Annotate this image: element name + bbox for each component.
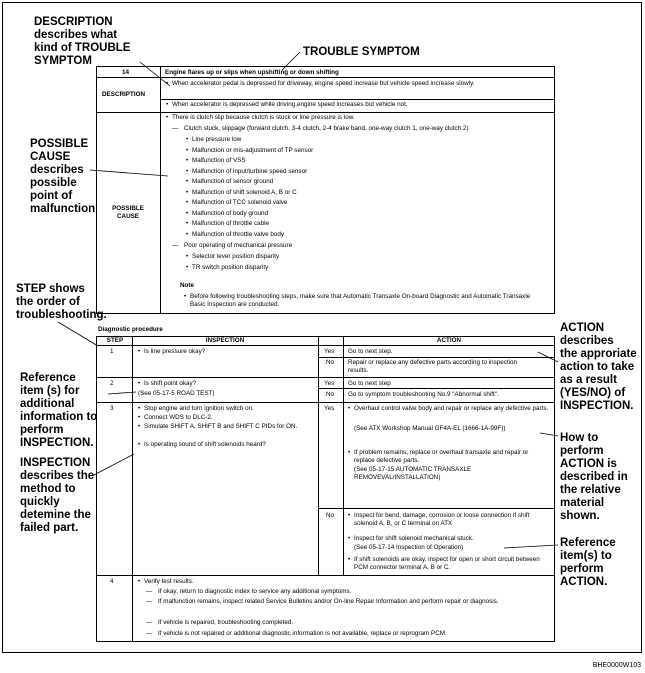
bullet: • — [186, 199, 189, 206]
callout-step: STEP shows the order of troubleshooting. — [16, 283, 107, 321]
callout-how-to-perform: How to perform ACTION is described in the relative material shown. — [560, 432, 628, 522]
cause-intro: There is clutch slip because clutch is stuck or line pressure is low. — [172, 114, 355, 121]
diagnostic-title: Diagnostic procedure — [98, 326, 163, 333]
callout-inspection: INSPECTION describes the method to quickly detemine the failed part. — [20, 457, 95, 534]
step2-yes-action: Go to next step — [348, 380, 391, 387]
symptom-title: Engine flares up or slips when upshifting or down shifting — [165, 69, 339, 76]
step3-inspection: Stop engine and turn ignition switch on. — [144, 405, 254, 412]
step1-no-action: Repair or replace any defective parts according to inspection results. — [348, 359, 518, 374]
step-number: 3 — [110, 405, 114, 412]
step1-yes-action: Go to next step. — [348, 348, 393, 355]
callout-reference-action: Reference item(s) to perform ACTION. — [560, 537, 616, 588]
cause-item: TR switch position disparity — [192, 264, 269, 271]
yes-label: Yes — [324, 348, 335, 355]
note-label: Note — [180, 282, 194, 289]
cause-item: Malfunction of throttle cable — [192, 220, 270, 227]
step3-yes-action: Overhaul control valve body and repair or replace any defective parts. — [354, 405, 549, 412]
step3-no-action: If shift solenoids are okay, inspect for open or short circuit between PCM connector terminal A, B or C. — [354, 556, 540, 571]
step4-item: If malfunction remains, inspect related Service Bulletins and/or On-line Repair Information and perform repair or diagnosis. — [158, 598, 499, 605]
step4-item: If vehicle is repaired, troubleshooting completed. — [158, 619, 294, 626]
step3-no-action: Inspect for shift solenoid mechanical stuck. — [354, 535, 474, 542]
cause-item: Malfunction of shift solenoid A, B or C — [192, 188, 297, 196]
bullet: • — [186, 146, 189, 154]
cause-group-clutch: Clutch stuck, slippage (forward clutch, 3-4 clutch, 2-4 brake band, one-way clutch 1, one-way clutch 2) — [184, 125, 469, 132]
bullet: • — [186, 136, 189, 143]
cause-item: Malfunction of TCC solenoid valve — [192, 199, 288, 206]
cause-item: Line pressure low — [192, 136, 242, 143]
no-label: No — [326, 512, 335, 519]
symptom-number: 14 — [122, 69, 130, 76]
bullet: • — [186, 188, 189, 196]
bullet: • — [186, 167, 189, 175]
step3-no-action: Inspect for bend, damage, corrosion or loose connection if shift solenoid A, B, or C terminal on ATX — [354, 512, 530, 527]
step3-yes-reference: (See ATX Workshop Manual GF4A-EL (1666-1A-99F)) — [354, 425, 506, 432]
bullet: • — [186, 220, 189, 227]
cause-item: Malfunction of throttle valve body — [192, 230, 285, 238]
step4-item: If okay, return to diagnostic index to service any additional symptoms. — [158, 588, 352, 595]
bullet: • — [186, 209, 189, 217]
step1-inspection: Is line pressure okay? — [144, 348, 206, 355]
header-step: STEP — [106, 337, 124, 344]
cause-item: Selector lever position disparity — [192, 253, 280, 260]
no-label: No — [326, 391, 335, 398]
step2-inspection: Is shift point okay? — [144, 380, 197, 387]
step3-yes-action: If problem remains, replace or overhaul transaxle and repair or replace defective parts. — [354, 449, 529, 464]
description-label: DESCRIPTION — [102, 91, 146, 98]
step-number: 2 — [110, 380, 114, 387]
cause-item: Malfunction of sensor ground — [192, 178, 274, 185]
step4-inspection: Verify test results. — [144, 578, 194, 585]
step-number: 1 — [110, 348, 114, 355]
cause-item: Malfunction of body ground — [192, 209, 268, 217]
cause-group-mechanical: Poor operating of mechanical pressure — [184, 242, 293, 249]
yes-label: Yes — [324, 380, 335, 387]
cause-item: Malfunction of VSS — [192, 157, 246, 164]
callout-trouble-symptom: TROUBLE SYMPTOM — [303, 46, 420, 58]
callout-action: ACTION describes the approriate action to take as a result (YES/NO) of INSPECTION. — [560, 322, 637, 412]
callout-possible-cause: POSSIBLE CAUSE describes possible point of malfunction — [30, 138, 96, 215]
cause-item: Malfunction or mis-adjustment of TP sensor — [192, 146, 314, 154]
step3-inspection: Is operating sound of shift solenoids heard? — [144, 441, 266, 448]
step-number: 4 — [110, 578, 114, 585]
step2-reference: (See 05-17-5 ROAD TEST) — [138, 390, 215, 397]
cause-item: Malfunction of input/turbine speed sensor — [192, 167, 308, 175]
bullet: • — [186, 230, 189, 238]
header-inspection: INSPECTION — [205, 337, 245, 344]
description-item: When accelerator pedal is depressed for driveway, engine speed increase but vehicle speed increase slowly. — [172, 80, 475, 87]
note-text: Before following troubleshooting steps, make sure that Automatic Transaxle On-board Diagnostic and Automatic Transaxle Basic Inspection are conducted. — [190, 293, 531, 308]
figure-code: BHE0000W103 — [592, 662, 641, 669]
bullet: • — [186, 157, 189, 164]
no-label: No — [326, 359, 335, 366]
step3-inspection: Connect WDS to DLC-2. — [144, 414, 213, 421]
callout-reference-item: Reference item (s) for additional information to perform INSPECTION. — [20, 372, 98, 449]
bullet: • — [186, 178, 189, 185]
step3-yes-reference: (See 05-17-15 AUTOMATIC TRANSAXLE REMOVEVAL/INSTALLATION) — [354, 466, 472, 481]
cause-label: POSSIBLE CAUSE — [112, 205, 144, 220]
description-item: When accelerator is depressed while driving,engine speed increases but vehicle not. — [172, 101, 408, 108]
yes-label: Yes — [324, 405, 335, 412]
header-action: ACTION — [436, 337, 462, 344]
step2-no-action: Go to symptom troubleshooting No.9 "Abnormal shift". — [348, 391, 499, 398]
step3-no-reference: (See 05-17-14 Inspection of Operation) — [354, 544, 464, 551]
step3-inspection: Simulate SHIFT A, SHIFT B and SHIFT C PIDs for ON. — [144, 423, 298, 430]
callout-description: DESCRIPTION describes what kind of TROUBLE SYMPTOM — [34, 16, 131, 67]
step4-item: If vehicle is not repaired or additional diagnostic information is not available, replace or reprogram PCM. — [158, 630, 447, 637]
